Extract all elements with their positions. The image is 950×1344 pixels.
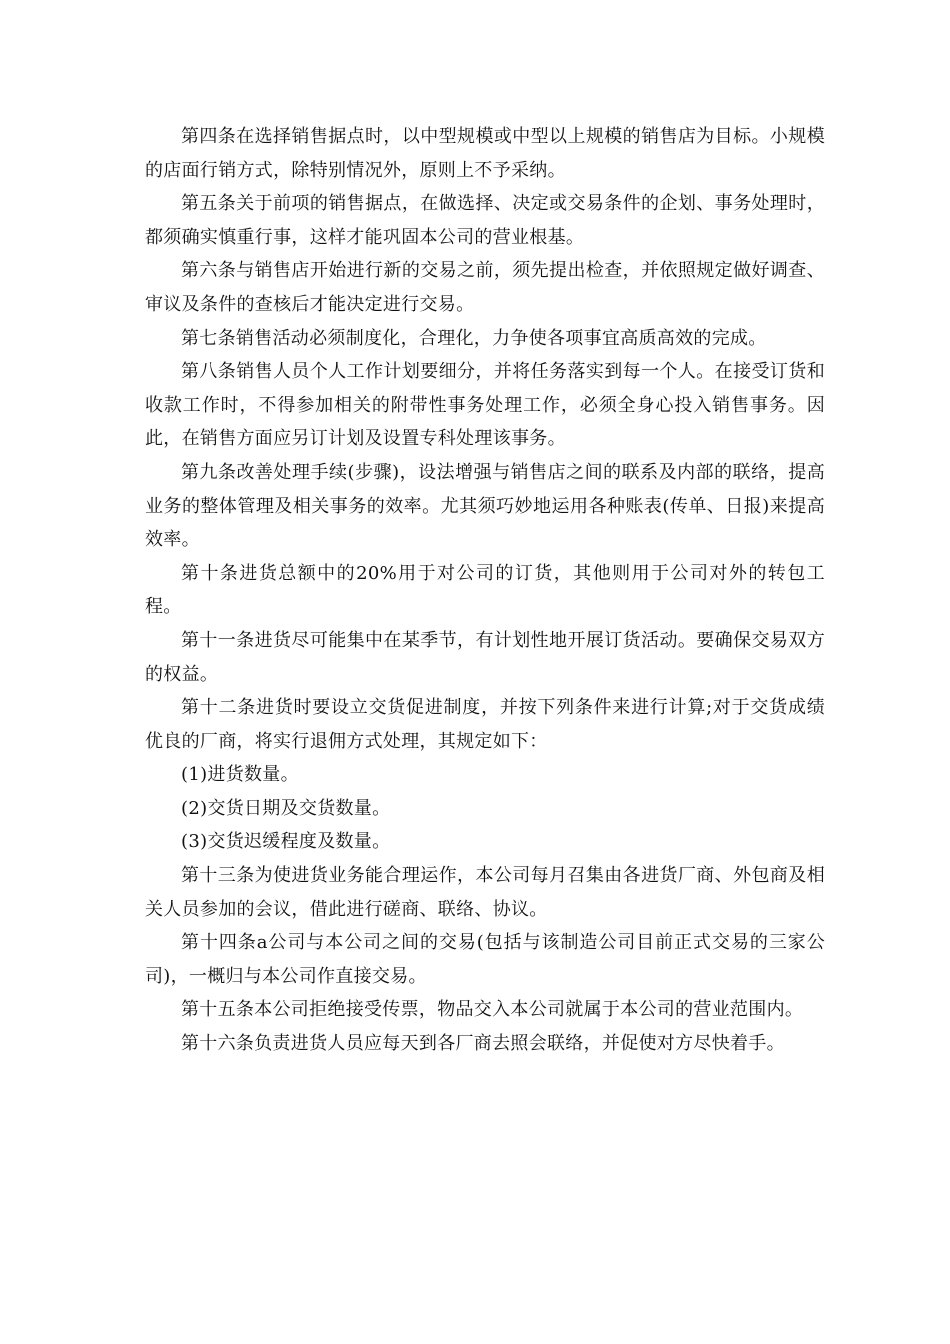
article-14-paragraph: 第十四条a公司与本公司之间的交易(包括与该制造公司目前正式交易的三家公司)，一概归与本公司作直接交易。: [145, 932, 825, 987]
article-12-item-2: (2)交货日期及交货数量。: [181, 797, 391, 819]
article-16-paragraph: 第十六条负责进货人员应每天到各厂商去照会联络，并促使对方尽快着手。: [181, 1033, 785, 1055]
article-6-paragraph: 第六条与销售店开始进行新的交易之前，须先提出检查，并依照规定做好调查、审议及条件的查核后才能决定进行交易。: [145, 260, 825, 315]
article-11-paragraph: 第十一条进货尽可能集中在某季节，有计划性地开展订货活动。要确保交易双方的权益。: [145, 629, 825, 685]
article-15-paragraph: 第十五条本公司拒绝接受传票，物品交入本公司就属于本公司的营业范围内。: [181, 999, 804, 1021]
document-body: [145, 120, 825, 1061]
article-5-paragraph: 第五条关于前项的销售据点，在做选择、决定或交易条件的企划、事务处理时，都须确实慎重行事，这样才能巩固本公司的营业根基。: [145, 193, 825, 248]
article-12-item-3: (3)交货迟缓程度及数量。: [181, 831, 391, 853]
article-13-paragraph: 第十三条为使进货业务能合理运作，本公司每月召集由各进货厂商、外包商及相关人员参加的会议，借此进行磋商、联络、协议。: [145, 865, 825, 920]
article-10-paragraph: 第十条进货总额中的20%用于对公司的订货，其他则用于公司对外的转包工程。: [145, 562, 825, 618]
article-12-paragraph: 第十二条进货时要设立交货促进制度，并按下列条件来进行计算;对于交货成绩优良的厂商，将实行退佣方式处理，其规定如下：: [145, 697, 825, 752]
article-12-item-1: (1)进货数量。: [181, 764, 299, 786]
article-9-paragraph: 第九条改善处理手续(步骤)，设法增强与销售店之间的联系及内部的联络，提高业务的整体管理及相关事务的效率。尤其须巧妙地运用各种账表(传单、日报)来提高效率。: [145, 461, 825, 551]
article-4-paragraph: 第四条在选择销售据点时，以中型规模或中型以上规模的销售店为目标。小规模的店面行销方式，除特别情况外，原则上不予采纳。: [145, 126, 825, 181]
article-8-paragraph: 第八条销售人员个人工作计划要细分，并将任务落实到每一个人。在接受订货和收款工作时，不得参加相关的附带性事务处理工作，必须全身心投入销售事务。因此，在销售方面应另订计划及设置专科处理该事务。: [145, 361, 825, 450]
article-7-paragraph: 第七条销售活动必须制度化，合理化，力争使各项事宜高质高效的完成。: [181, 327, 767, 349]
